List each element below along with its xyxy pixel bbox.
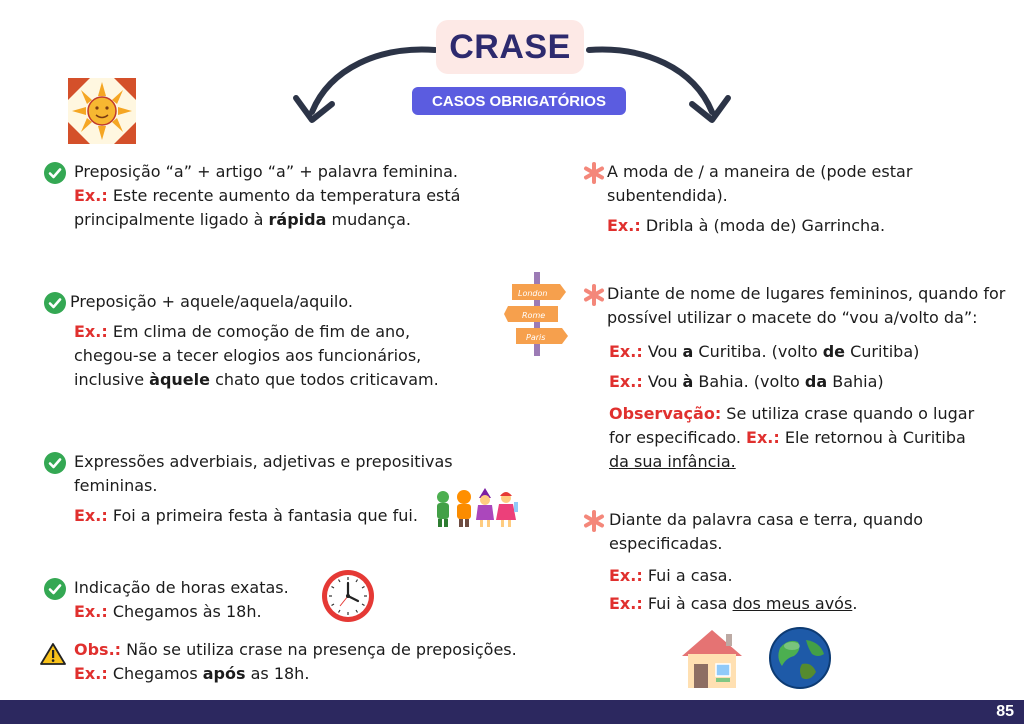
rule-1-text: Preposição “a” + artigo “a” + palavra feminina. — [74, 162, 458, 181]
ex-bold: à — [682, 372, 694, 391]
ex-text: as 18h. — [245, 664, 310, 683]
ex-text: Curitiba) — [845, 342, 920, 361]
subtitle-badge — [412, 87, 626, 115]
ex-label: Ex.: — [74, 322, 108, 341]
sign-label-london: London — [518, 289, 548, 298]
ex-text: Em clima de comoção de fim de ano, — [107, 322, 411, 341]
rule-7 — [609, 508, 923, 556]
rule-3 — [74, 450, 453, 528]
ex-text: Fui a casa. — [642, 566, 733, 585]
ex-label: Ex.: — [74, 664, 108, 683]
ex-bold: de — [822, 342, 846, 361]
globe-icon — [768, 626, 832, 690]
ex-text: Fui à casa — [642, 594, 733, 613]
check-icon — [44, 292, 66, 314]
rule-6-observation — [609, 402, 974, 474]
rule-6-example-a — [609, 340, 919, 364]
ex-label: Ex.: — [74, 602, 108, 621]
check-icon — [44, 452, 66, 474]
subtitle: CASOS OBRIGATÓRIOS — [432, 92, 606, 110]
ex-text: Vou — [642, 372, 683, 391]
rule-1-example — [74, 184, 460, 208]
rule-6-text-cont: possível utilizar o macete do “vou a/volto da”: — [607, 308, 978, 327]
ex-text: mudança. — [326, 210, 411, 229]
rule-7-example-b — [609, 592, 857, 616]
ex-underlined: dos meus avós — [732, 594, 853, 613]
obs-text: Ele retornou à Curitiba — [779, 428, 966, 447]
ex-text: Este recente aumento da temperatura está — [107, 186, 461, 205]
clock-icon — [320, 568, 376, 624]
warning-icon — [40, 642, 66, 666]
rule-6 — [607, 282, 1005, 330]
ex-text: inclusive — [74, 370, 150, 389]
rule-7-text-cont: especificadas. — [609, 534, 723, 553]
page-number: 85 — [996, 703, 1014, 720]
ex-bold: a — [682, 342, 694, 361]
ex-text: Foi a primeira festa à fantasia que fui. — [107, 506, 418, 525]
ex-text: Bahia. (volto — [693, 372, 805, 391]
check-icon — [44, 578, 66, 600]
rule-5 — [607, 160, 912, 238]
obs-text: Se utiliza crase quando o lugar — [721, 404, 975, 423]
obs-label: Obs.: — [74, 640, 122, 659]
title-box — [436, 20, 584, 74]
rule-2-example — [74, 320, 439, 392]
ex-label: Ex.: — [609, 566, 643, 585]
ex-text: Chegamos às 18h. — [107, 602, 262, 621]
ex-label: Ex.: — [609, 372, 643, 391]
house-icon — [680, 626, 744, 690]
ex-label: Ex.: — [607, 216, 641, 235]
ex-text: Curitiba. (volto — [693, 342, 823, 361]
ex-bold: da — [804, 372, 828, 391]
obs-text: Não se utiliza crase na presença de preposições. — [121, 640, 517, 659]
sun-tile-icon — [68, 78, 136, 144]
rule-4 — [74, 576, 289, 624]
rule-5-text-cont: subentendida). — [607, 186, 728, 205]
sign-label-paris: Paris — [526, 333, 546, 342]
ex-text: Chegamos — [107, 664, 203, 683]
ex-bold: após — [202, 664, 246, 683]
rule-6-example-b — [609, 370, 884, 394]
rule-1-example-cont — [74, 208, 460, 232]
ex-label: Ex.: — [609, 594, 643, 613]
rule-5-text: A moda de / a maneira de (pode estar — [607, 162, 913, 181]
obs-label: Observação: — [609, 404, 722, 423]
ex-text: chegou-se a tecer elogios aos funcionários, — [74, 346, 422, 365]
rule-1 — [74, 160, 460, 232]
ex-text: . — [852, 594, 858, 613]
ex-text: chato que todos criticavam. — [209, 370, 439, 389]
rule-3-text: Expressões adverbiais, adjetivas e prepositivas — [74, 452, 453, 471]
asterisk-icon — [583, 162, 605, 184]
ex-label: Ex.: — [746, 428, 780, 447]
rule-6-text: Diante de nome de lugares femininos, quando for — [607, 284, 1006, 303]
ex-label: Ex.: — [74, 506, 108, 525]
rule-7-text: Diante da palavra casa e terra, quando — [609, 510, 924, 529]
rule-2-text: Preposição + aquele/aquela/aquilo. — [70, 292, 353, 311]
rule-2 — [70, 290, 353, 314]
ex-text: Bahia) — [827, 372, 884, 391]
ex-text: Vou — [642, 342, 683, 361]
ex-label: Ex.: — [74, 186, 108, 205]
costume-kids-icon — [432, 488, 518, 528]
rule-3-text-cont: femininas. — [74, 476, 158, 495]
rule-7-example-a — [609, 564, 733, 588]
ex-text: Dribla à (moda de) Garrincha. — [640, 216, 886, 235]
obs-text: for especificado. — [609, 428, 747, 447]
ex-bold: àquele — [149, 370, 210, 389]
ex-bold: rápida — [268, 210, 327, 229]
rule-4-text: Indicação de horas exatas. — [74, 578, 289, 597]
asterisk-icon — [583, 284, 605, 306]
observation — [74, 638, 517, 686]
footer-bar — [0, 700, 1024, 724]
obs-underlined: da sua infância. — [609, 452, 736, 471]
signpost-icon — [504, 270, 570, 358]
sign-label-rome: Rome — [522, 311, 546, 320]
check-icon — [44, 162, 66, 184]
ex-label: Ex.: — [609, 342, 643, 361]
ex-text: principalmente ligado à — [74, 210, 269, 229]
page-title: CRASE — [449, 27, 571, 66]
asterisk-icon — [583, 510, 605, 532]
